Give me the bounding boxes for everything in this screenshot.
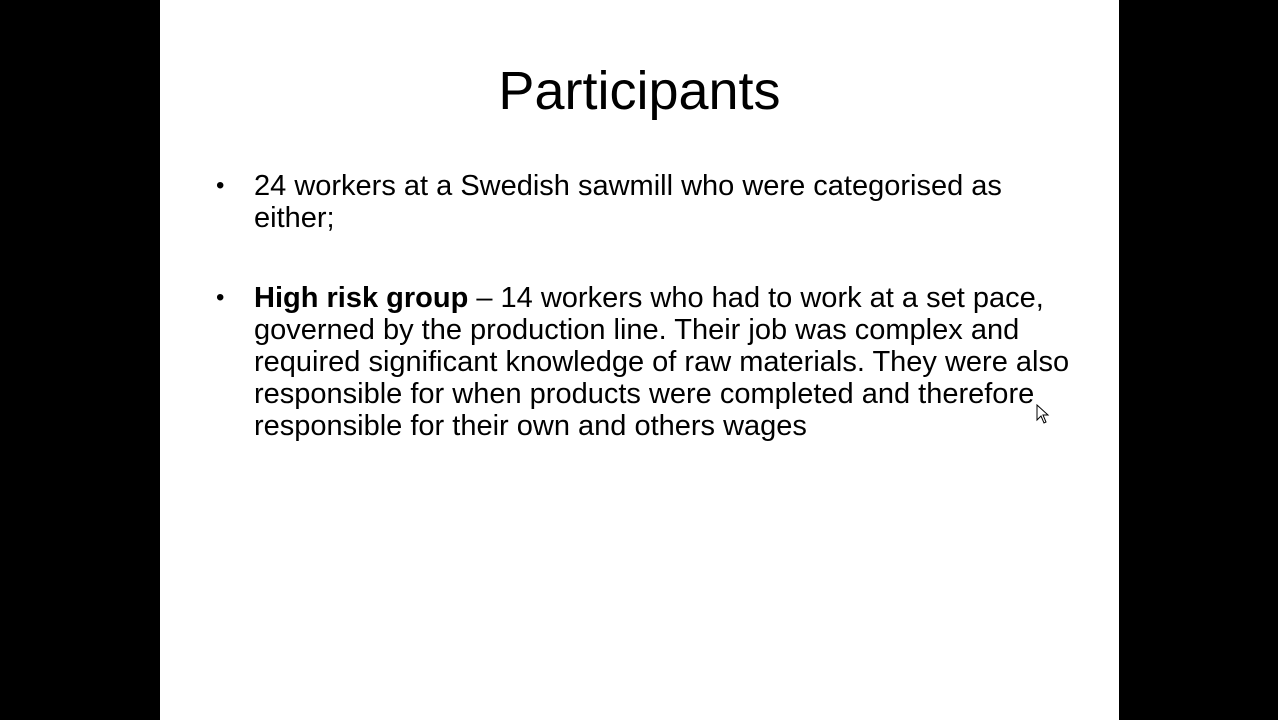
- bullet-bold-text: High risk group: [254, 282, 469, 314]
- bullet-text: 24 workers at a Swedish sawmill who were categorised as either;: [254, 170, 1002, 234]
- bullet-item-participants: [216, 170, 1076, 234]
- mouse-pointer-icon: [1036, 404, 1050, 424]
- bullet-text: – 14 workers who had to work at a set pace, governed by the production line. Their job was complex and required significant knowledge of raw materials. They were also responsible for when products were completed and therefore responsible for their own and others wages: [254, 282, 1070, 442]
- bullet-point-icon: •: [216, 172, 225, 199]
- bullet-item-high-risk-group: [216, 282, 1076, 442]
- slide-title: Participants: [498, 61, 781, 121]
- bullet-list: [216, 170, 1076, 442]
- bullet-point-icon: •: [216, 284, 225, 311]
- slide: [160, 0, 1119, 720]
